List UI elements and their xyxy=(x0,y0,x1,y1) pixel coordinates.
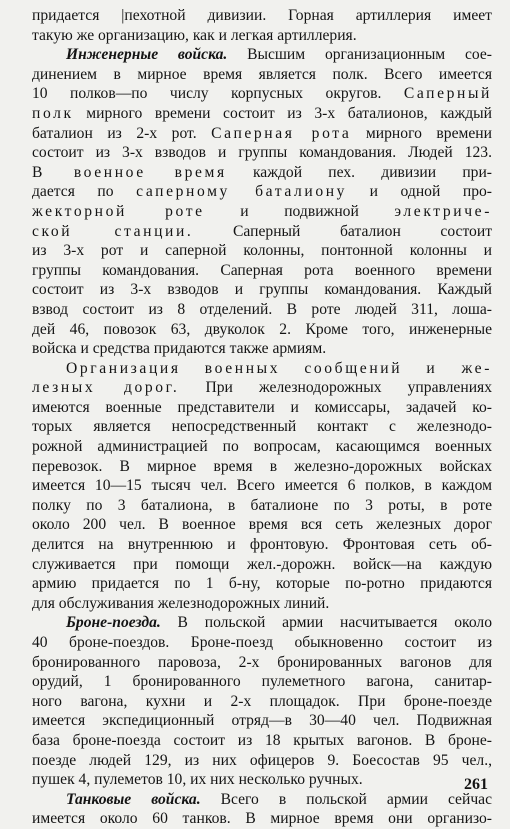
emphasized-text: полк xyxy=(32,104,74,122)
text-line xyxy=(32,692,492,712)
text-line xyxy=(32,261,492,281)
text-line xyxy=(32,555,492,575)
text-line xyxy=(32,770,492,790)
text-line xyxy=(32,378,492,398)
text-line xyxy=(32,202,492,222)
text-line xyxy=(32,65,492,85)
text-segment: В польской армии насчитывается около xyxy=(160,614,492,632)
text-line xyxy=(32,496,492,516)
text-segment: и подвижной xyxy=(204,202,395,220)
emphasized-text: жекторной роте xyxy=(32,202,205,220)
text-line xyxy=(32,398,492,418)
text-segment: имеется 10—15 тысяч чел. Всего имеется 6 полков, в каждом xyxy=(32,477,492,495)
text-segment: придается |пехотной дивизии. Горная артиллерия имеет xyxy=(32,7,492,24)
text-line xyxy=(32,594,492,614)
text-segment: группы командования. Саперная рота военного времени xyxy=(32,261,492,279)
text-segment: дей 46, повозок 63, двуколок 2. Кроме того, инженерные xyxy=(32,320,492,338)
text-segment: ного вагона, кухни и 2-х площадок. При броне-поезде xyxy=(32,692,492,710)
text-segment: мирного времени состоит из 3-х баталионов, каждый xyxy=(73,104,492,122)
text-line xyxy=(32,359,492,379)
text-line xyxy=(32,672,492,692)
text-line xyxy=(32,574,492,594)
page-number: 261 xyxy=(464,776,488,793)
emphasized-text: Саперная рота xyxy=(211,124,352,142)
text-segment: такую же организацию, как и легкая артиллерия. xyxy=(32,26,357,44)
text-line xyxy=(32,26,492,46)
text-line xyxy=(32,163,492,183)
text-segment: имеются военные представители и комиссары, задачей ко- xyxy=(32,398,492,416)
text-segment: пушек 4, пулеметов 10, их них несколько ручных. xyxy=(32,771,363,789)
text-line xyxy=(32,104,492,124)
emphasized-text: Саперный xyxy=(403,85,492,103)
emphasized-text: лезных дорог. xyxy=(32,379,180,397)
text-segment: баталион из 2-х рот. xyxy=(32,124,212,142)
text-segment: каждой пех. дивизии при- xyxy=(226,163,492,181)
text-line xyxy=(32,613,492,633)
page-text xyxy=(32,6,492,829)
text-segment: имеется экспедиционный отряд—в 30—40 чел. Подвижная xyxy=(32,712,492,730)
text-segment: 40 броне-поездов. Броне-поезд обыкновенно состоит из xyxy=(32,634,492,651)
text-segment: При железнодорожных управлениях xyxy=(179,379,492,397)
emphasized-text: ской станции. xyxy=(32,222,194,240)
text-line xyxy=(32,751,492,771)
text-segment: 10 полков—по числу корпусных округов. xyxy=(32,85,404,103)
text-segment: орудий, 1 бронированного пулеметного вагона, санитар- xyxy=(32,673,492,691)
text-line xyxy=(32,84,492,104)
text-line xyxy=(32,457,492,477)
text-line xyxy=(32,143,492,163)
emphasized-text: электриче- xyxy=(394,202,492,220)
text-line xyxy=(32,437,492,457)
text-segment: и одной про- xyxy=(347,183,492,201)
text-segment: делится на внутреннюю и фронтовую. Фронтовая сеть об- xyxy=(32,536,492,554)
text-line xyxy=(32,300,492,320)
text-segment: служивается при помощи жел.-дорожн. войск—на каждую xyxy=(32,555,492,573)
text-line xyxy=(32,222,492,242)
text-segment: состоит из 3-х взводов и группы командования. Людей 123. xyxy=(32,144,492,162)
text-line xyxy=(32,320,492,340)
text-segment: дается по xyxy=(32,183,137,201)
text-line xyxy=(32,515,492,535)
text-segment: база броне-поезда состоит из 18 крытых вагонов. В броне- xyxy=(32,731,492,749)
text-segment: Всего в польской армии сейчас xyxy=(200,790,492,808)
text-line xyxy=(32,711,492,731)
text-segment: для обслуживания железнодорожных линий. xyxy=(32,594,330,612)
text-line xyxy=(32,45,492,65)
text-segment: из 3-х рот и саперной колонны, понтонной колонны и xyxy=(32,242,492,260)
text-segment: состоит из 3-х взводов и группы командования. Каждый xyxy=(32,281,492,299)
text-segment: мирного времени xyxy=(351,124,492,142)
emphasized-text: Организация военных сообщений и же- xyxy=(66,359,492,377)
text-segment: торых является непосредственный контакт с железнодо- xyxy=(32,418,492,436)
text-line xyxy=(32,241,492,261)
text-line xyxy=(32,476,492,496)
text-line xyxy=(32,124,492,144)
text-line xyxy=(32,417,492,437)
text-line xyxy=(32,6,492,26)
text-line xyxy=(32,731,492,751)
text-segment: армию придается по 1 б-ну, которые по-ротно придаются xyxy=(32,575,492,593)
emphasized-text: В военное время xyxy=(32,163,227,181)
text-segment: Саперный баталион состоит xyxy=(193,222,492,240)
text-segment: бронированного паровоза, 2-х бронированных вагонов для xyxy=(32,653,492,671)
text-line xyxy=(32,790,492,810)
text-line xyxy=(32,339,492,359)
section-heading: Броне-поезда. xyxy=(66,614,161,632)
text-segment: Высшим организационным сое- xyxy=(227,46,492,64)
text-line xyxy=(32,809,492,829)
text-segment: рожной администрацией по вопросам, касающимся военных xyxy=(32,438,492,456)
text-line xyxy=(32,280,492,300)
text-line xyxy=(32,653,492,673)
text-segment: около 200 чел. В военное время вся сеть железных дорог xyxy=(32,516,492,534)
section-heading: Танковые войска. xyxy=(66,790,201,808)
text-segment: взвод состоит из 8 отделений. В роте людей 311, лоша- xyxy=(32,300,492,318)
text-segment: имеется около 60 танков. В мирное время они организо- xyxy=(32,810,492,828)
text-segment: динением в мирное время является полк. Всего имеется xyxy=(32,65,492,83)
text-segment: полку по 3 баталиона, в баталионе по 3 роты, в роте xyxy=(32,496,492,514)
text-segment: поезде людей 129, из них офицеров 9. Боесостав 95 чел., xyxy=(32,751,492,769)
text-line xyxy=(32,182,492,202)
text-line xyxy=(32,535,492,555)
text-segment: войска и средства придаются также армиям. xyxy=(32,340,327,358)
text-line xyxy=(32,633,492,653)
section-heading: Инженерные войска. xyxy=(66,46,228,64)
emphasized-text: саперному баталиону xyxy=(136,183,348,201)
text-segment: перевозок. В мирное время в железно-дорожных войсках xyxy=(32,457,492,475)
